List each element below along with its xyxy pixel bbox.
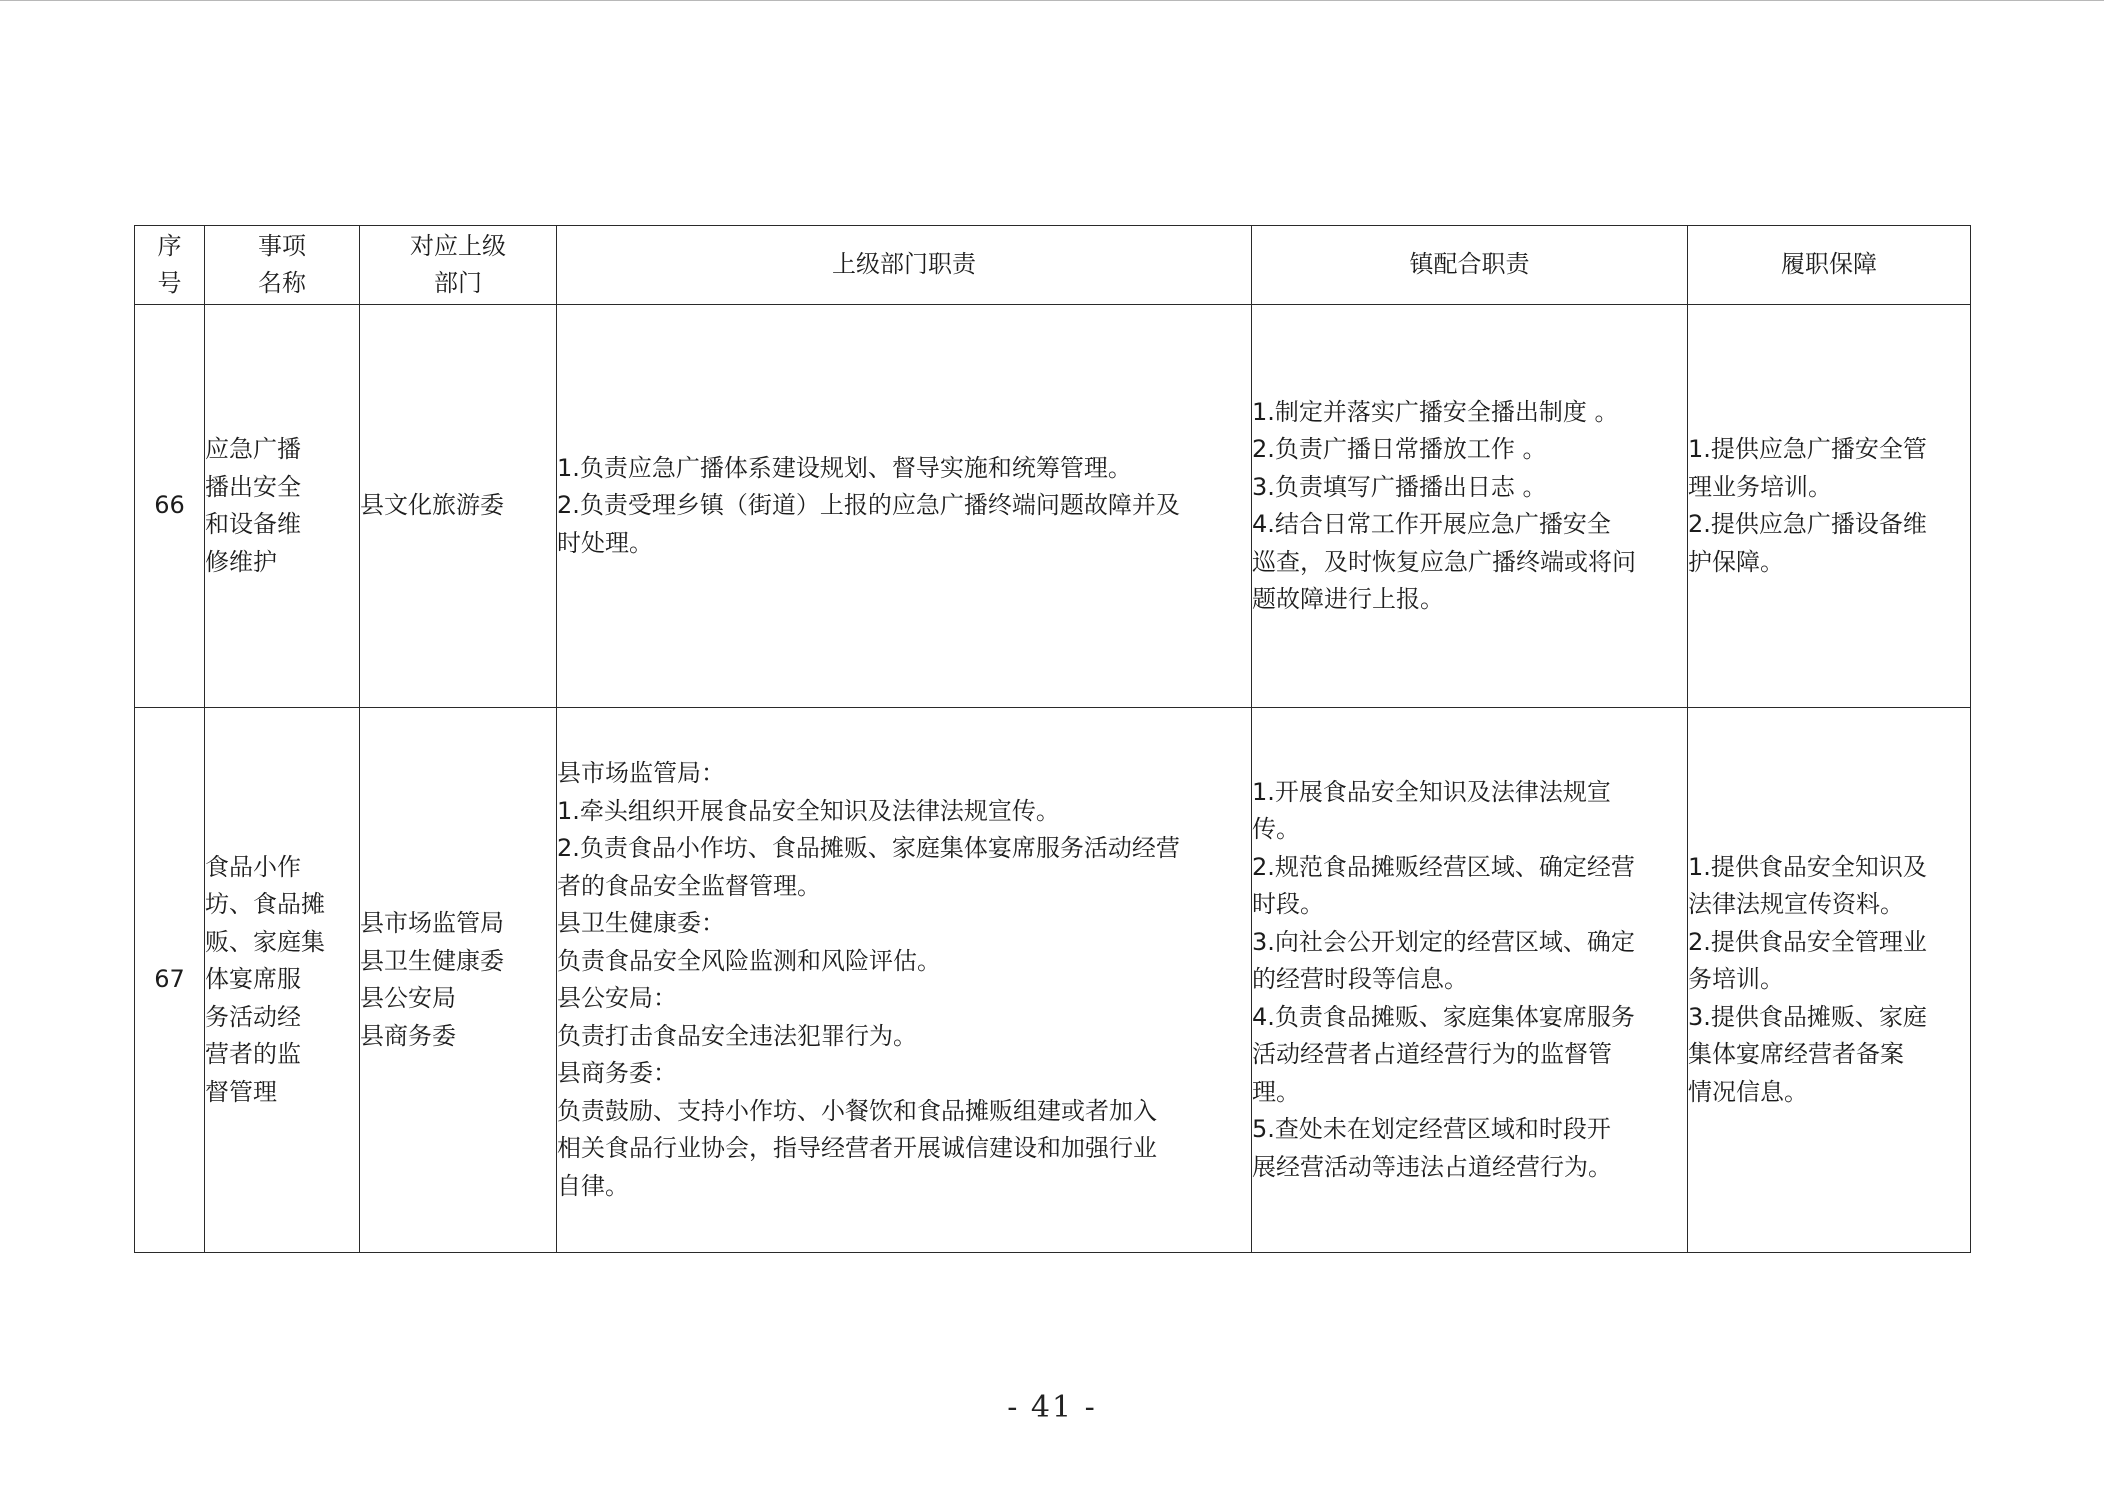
row-number: 67 — [135, 708, 205, 1253]
guarantee-cell: 1.提供应急广播安全管 理业务培训。 2.提供应急广播设备维 护保障。 — [1688, 305, 1971, 708]
row-number: 66 — [135, 305, 205, 708]
town-duty-cell: 1.开展食品安全知识及法律法规宣 传。 2.规范食品摊贩经营区域、确定经营 时段。 3.向社会公开划定的经营区域、确定 的经营时段等信息。 4.负责食品摊贩、家庭集体宴席服务 活动经营者占道经营行为的监督管 理。 5.查处未在划定经营区域和时段开 展经营活动等违法占道经营行为。 — [1252, 708, 1688, 1253]
upper-duty-cell: 1.负责应急广播体系建设规划、督导实施和统筹管理。 2.负责受理乡镇（街道）上报的应急广播终端问题故障并及 时处理。 — [557, 305, 1252, 708]
upper-dept-cell: 县文化旅游委 — [360, 305, 557, 708]
header-seq: 序 号 — [135, 226, 205, 305]
header-item-name: 事项 名称 — [205, 226, 360, 305]
item-name-cell: 食品小作 坊、食品摊 贩、家庭集 体宴席服 务活动经 营者的监 督管理 — [205, 708, 360, 1253]
table-row — [135, 305, 1971, 708]
upper-duty-cell: 县市场监管局： 1.牵头组织开展食品安全知识及法律法规宣传。 2.负责食品小作坊、食品摊贩、家庭集体宴席服务活动经营 者的食品安全监督管理。 县卫生健康委： 负责食品安全风险监测和风险评估。 县公安局： 负责打击食品安全违法犯罪行为。 县商务委： 负责鼓励、支持小作坊、小餐饮和食品摊贩组建或者加入 相关食品行业协会，指导经营者开展诚信建设和加强行业 自律。 — [557, 708, 1252, 1253]
town-duty-cell: 1.制定并落实广播安全播出制度 。 2.负责广播日常播放工作 。 3.负责填写广播播出日志 。 4.结合日常工作开展应急广播安全 巡查，及时恢复应急广播终端或将问 题故障进行上报。 — [1252, 305, 1688, 708]
header-guarantee: 履职保障 — [1688, 226, 1971, 305]
duty-table — [134, 225, 1971, 1253]
header-upper-dept: 对应上级 部门 — [360, 226, 557, 305]
item-name-cell: 应急广播 播出安全 和设备维 修维护 — [205, 305, 360, 708]
page-number: - 41 - — [1007, 1390, 1097, 1425]
header-upper-duty: 上级部门职责 — [557, 226, 1252, 305]
top-border-line — [0, 0, 2104, 1]
table-header-row — [135, 226, 1971, 305]
header-town-duty: 镇配合职责 — [1252, 226, 1688, 305]
guarantee-cell: 1.提供食品安全知识及 法律法规宣传资料。 2.提供食品安全管理业 务培训。 3.提供食品摊贩、家庭 集体宴席经营者备案 情况信息。 — [1688, 708, 1971, 1253]
upper-dept-cell: 县市场监管局 县卫生健康委 县公安局 县商务委 — [360, 708, 557, 1253]
table-row — [135, 708, 1971, 1253]
